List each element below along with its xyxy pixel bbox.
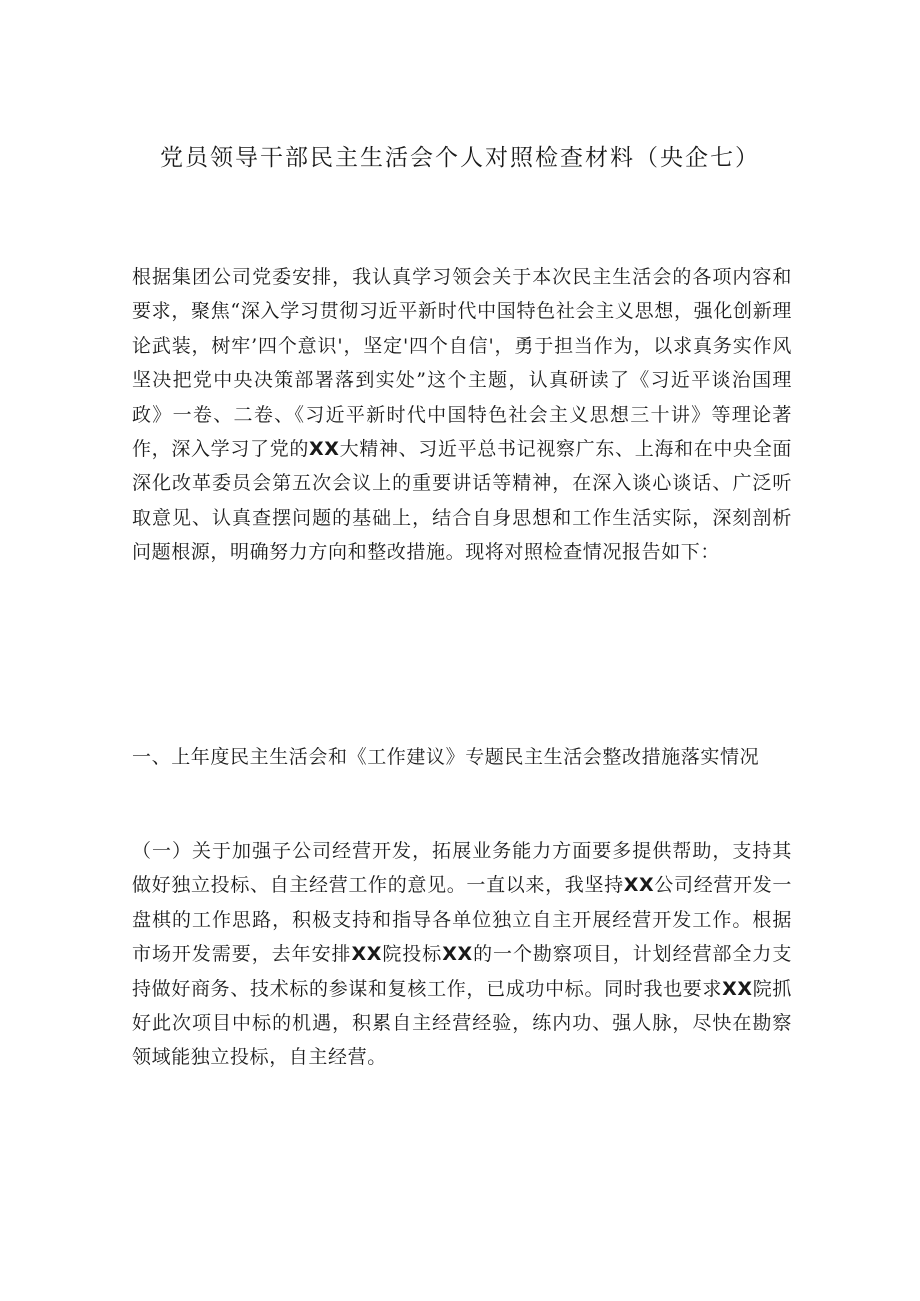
subsection-paragraph: （一）关于加强子公司经营开发，拓展业务能力方面要多提供帮助，支持其做好独立投标、自主经营工作的意见。一直以来，我坚持XX公司经营开发一盘棋的工作思路，积极支持和指导各单位独立自主开展经营开发工作。根据市场开发需要，去年安排XX院投标XX的一个勘察项目，计划经营部全力支持做好商务、技术标的参谋和复核工作，已成功中标。同时我也要求XX院抓好此次项目中标的机遇，积累自主经营经验，练内功、强人脉，尽快在勘察领域能独立投标，自主经营。 xyxy=(132,840,792,1069)
placeholder-mark: XX xyxy=(442,943,473,966)
placeholder-mark: XX xyxy=(623,874,655,897)
placeholder-mark: XX xyxy=(309,438,340,461)
placeholder-mark: XX xyxy=(722,977,753,1000)
placeholder-mark: XX xyxy=(351,943,382,966)
section-heading: 一、上年度民主生活会和《工作建议》专题民主生活会整改措施落实情况 xyxy=(132,746,760,768)
intro-paragraph: 根据集团公司党委安排，我认真学习领会关于本次民主生活会的各项内容和要求，聚焦“深入学习贯彻习近平新时代中国特色社会主义思想，强化创新理论武装，树牢’四个意识'，坚定'四个自信'，勇于担当作为，以求真务实作风坚决把党中央决策部署落到实处”这个主题，认真研读了《习近平谈治国理政》一卷、二卷、《习近平新时代中国特色社会主义思想三十讲》等理论著作，深入学习了党的XX大精神、习近平总书记视察广东、上海和在中央全面深化改革委员会第五次会议上的重要讲话等精神，在深入谈心谈话、广泛听取意见、认真查摆问题的基础上，结合自身思想和工作生活实际，深刻剖析问题根源，明确努力方向和整改措施。现将对照检查情况报告如下： xyxy=(132,266,792,564)
document-title: 党员领导干部民主生活会个人对照检查材料（央企七） xyxy=(160,145,760,171)
